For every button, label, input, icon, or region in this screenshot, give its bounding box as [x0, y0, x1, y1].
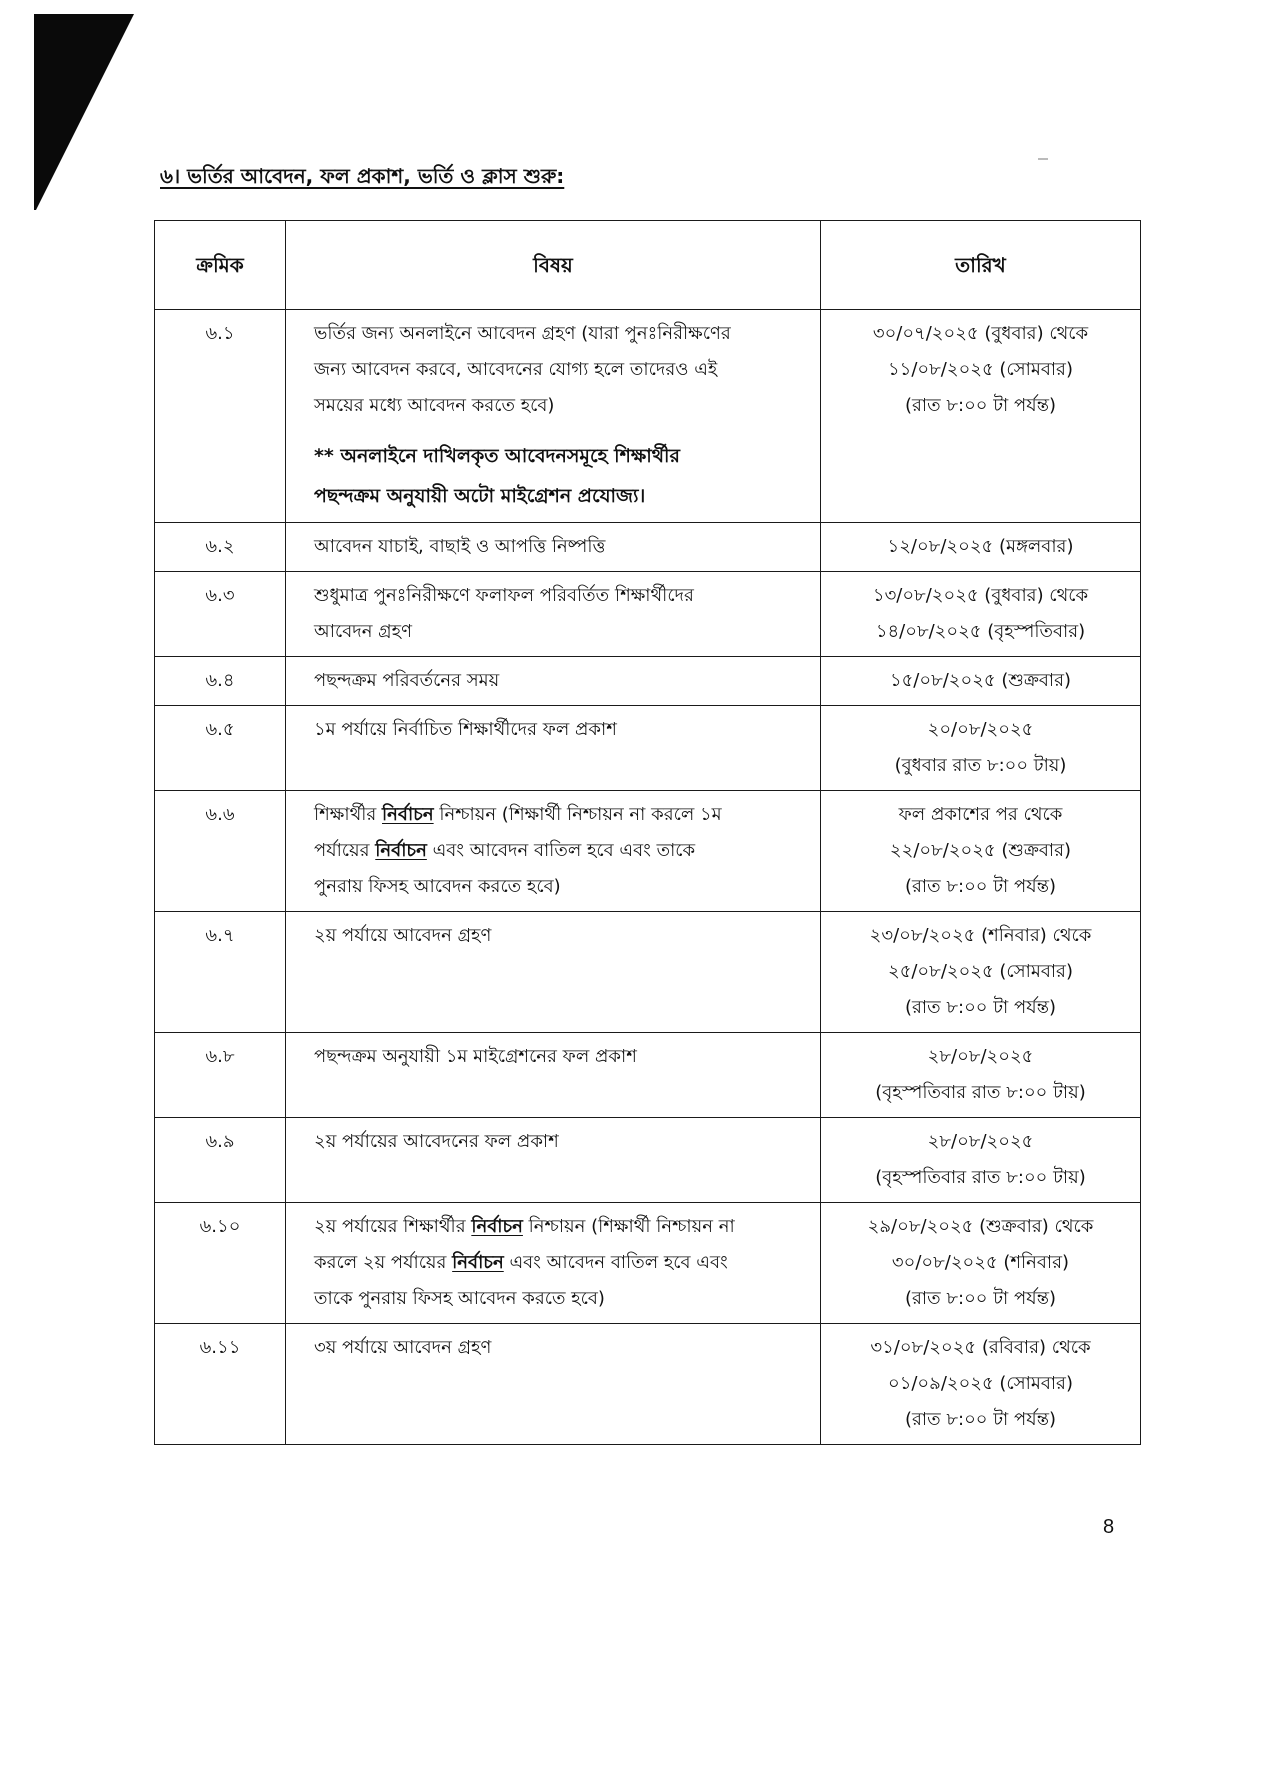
row-serial: ৬.৭	[155, 912, 286, 1033]
table-row	[155, 1033, 1141, 1118]
subject-line	[314, 797, 802, 833]
emphasis-text: নির্বাচন	[471, 1216, 523, 1237]
row-serial: ৬.৯	[155, 1118, 286, 1203]
row-serial: ৬.৪	[155, 657, 286, 706]
column-header-serial: ক্রমিক	[155, 221, 286, 310]
subject-line: তাকে পুনরায় ফিসহ আবেদন করতে হবে)	[314, 1288, 605, 1309]
date-line: ১৩/০৮/২০২৫ (বুধবার) থেকে	[872, 585, 1089, 606]
row-date	[821, 791, 1141, 912]
row-subject	[286, 1203, 821, 1324]
table-row	[155, 1324, 1141, 1445]
date-line: ফল প্রকাশের পর থেকে	[898, 804, 1063, 825]
note-line: ** অনলাইনে দাখিলকৃত আবেদনসমূহে শিক্ষার্থীর	[314, 445, 680, 467]
subject-line: শুধুমাত্র পুনঃনিরীক্ষণে ফলাফল পরিবর্তিত শিক্ষার্থীদের	[314, 585, 694, 606]
subject-line: ২য় পর্যায়ের আবেদনের ফল প্রকাশ	[314, 1131, 559, 1152]
row-subject	[286, 1118, 821, 1203]
row-serial: ৬.২	[155, 523, 286, 572]
row-subject	[286, 912, 821, 1033]
table-row	[155, 791, 1141, 912]
text-segment: নিশ্চায়ন (শিক্ষার্থী নিশ্চায়ন না করলে ১ম	[433, 804, 722, 825]
row-date	[821, 1203, 1141, 1324]
text-segment: করলে ২য় পর্যায়ের	[314, 1252, 453, 1273]
subject-line	[314, 833, 802, 869]
column-header-subject: বিষয়	[286, 221, 821, 310]
subject-line	[314, 1209, 802, 1245]
text-segment: শিক্ষার্থীর	[314, 804, 383, 825]
subject-line: পুনরায় ফিসহ আবেদন করতে হবে)	[314, 876, 561, 897]
date-line: ৩০/০৮/২০২৫ (শনিবার)	[891, 1252, 1070, 1273]
date-line: (রাত ৮:০০ টা পর্যন্ত)	[904, 997, 1056, 1018]
admission-schedule-table	[154, 220, 1141, 1445]
text-segment: নিশ্চায়ন (শিক্ষার্থী নিশ্চায়ন না	[522, 1216, 735, 1237]
date-line: ৩০/০৭/২০২৫ (বুধবার) থেকে	[872, 323, 1089, 344]
emphasis-text: নির্বাচন	[452, 1252, 504, 1273]
table-row	[155, 572, 1141, 657]
row-date	[821, 572, 1141, 657]
table-row	[155, 310, 1141, 523]
row-serial: ৬.৩	[155, 572, 286, 657]
auto-migration-note	[314, 436, 802, 516]
row-subject	[286, 572, 821, 657]
row-subject	[286, 1324, 821, 1445]
section-heading: ৬। ভর্তির আবেদন, ফল প্রকাশ, ভর্তি ও ক্লাস শুরু:	[160, 164, 565, 188]
emphasis-text: নির্বাচন	[375, 840, 427, 861]
subject-line: আবেদন যাচাই, বাছাই ও আপত্তি নিষ্পত্তি	[314, 536, 606, 557]
date-line: ১৫/০৮/২০২৫ (শুক্রবার)	[889, 670, 1072, 691]
date-line: (বৃহস্পতিবার রাত ৮:০০ টায়)	[875, 1082, 1086, 1103]
date-line: ২২/০৮/২০২৫ (শুক্রবার)	[889, 840, 1072, 861]
row-date	[821, 912, 1141, 1033]
column-header-date: তারিখ	[821, 221, 1141, 310]
date-line: ২৫/০৮/২০২৫ (সোমবার)	[887, 961, 1073, 982]
subject-line: ভর্তির জন্য অনলাইনে আবেদন গ্রহণ (যারা পুনঃনিরীক্ষণের	[314, 323, 731, 344]
table-row	[155, 1118, 1141, 1203]
row-subject	[286, 791, 821, 912]
text-segment: পর্যায়ের	[314, 840, 376, 861]
row-date	[821, 1324, 1141, 1445]
row-serial: ৬.৮	[155, 1033, 286, 1118]
text-segment: এবং আবেদন বাতিল হবে এবং	[503, 1252, 728, 1273]
subject-line: ৩য় পর্যায়ে আবেদন গ্রহণ	[314, 1337, 492, 1358]
row-date	[821, 657, 1141, 706]
text-segment: ২য় পর্যায়ের শিক্ষার্থীর	[314, 1216, 472, 1237]
row-subject	[286, 523, 821, 572]
table-header-row	[155, 221, 1141, 310]
row-subject	[286, 1033, 821, 1118]
date-line: ১২/০৮/২০২৫ (মঙ্গলবার)	[887, 536, 1074, 557]
date-line: ০১/০৯/২০২৫ (সোমবার)	[887, 1373, 1073, 1394]
row-date	[821, 1033, 1141, 1118]
emphasis-text: নির্বাচন	[382, 804, 434, 825]
row-date	[821, 706, 1141, 791]
scan-edge-mark	[34, 14, 134, 210]
table-row	[155, 912, 1141, 1033]
subject-line	[314, 1245, 802, 1281]
date-line: ২৮/০৮/২০২৫	[927, 1131, 1034, 1152]
scan-speck	[1038, 158, 1048, 160]
subject-line: ২য় পর্যায়ে আবেদন গ্রহণ	[314, 925, 492, 946]
date-line: ১৪/০৮/২০২৫ (বৃহস্পতিবার)	[875, 621, 1086, 642]
row-serial: ৬.৫	[155, 706, 286, 791]
date-line: (রাত ৮:০০ টা পর্যন্ত)	[904, 1288, 1056, 1309]
date-line: (রাত ৮:০০ টা পর্যন্ত)	[904, 876, 1056, 897]
row-subject	[286, 310, 821, 523]
row-serial: ৬.১০	[155, 1203, 286, 1324]
text-segment: এবং আবেদন বাতিল হবে এবং তাকে	[426, 840, 696, 861]
page-number: 8	[1103, 1516, 1115, 1538]
subject-line: পছন্দক্রম পরিবর্তনের সময়	[314, 670, 500, 691]
table-body	[155, 310, 1141, 1445]
note-line: পছন্দক্রম অনুযায়ী অটো মাইগ্রেশন প্রযোজ্য।	[314, 485, 646, 507]
table-row	[155, 1203, 1141, 1324]
row-serial: ৬.১১	[155, 1324, 286, 1445]
date-line: ২০/০৮/২০২৫	[927, 719, 1034, 740]
date-line: (রাত ৮:০০ টা পর্যন্ত)	[904, 395, 1056, 416]
date-line: ২৩/০৮/২০২৫ (শনিবার) থেকে	[869, 925, 1092, 946]
row-date	[821, 523, 1141, 572]
row-serial: ৬.৬	[155, 791, 286, 912]
subject-line: আবেদন গ্রহণ	[314, 621, 412, 642]
date-line: ৩১/০৮/২০২৫ (রবিবার) থেকে	[870, 1337, 1091, 1358]
date-line: ২৯/০৮/২০২৫ (শুক্রবার) থেকে	[867, 1216, 1094, 1237]
row-date	[821, 1118, 1141, 1203]
subject-line: পছন্দক্রম অনুযায়ী ১ম মাইগ্রেশনের ফল প্রকাশ	[314, 1046, 637, 1067]
subject-line: ১ম পর্যায়ে নির্বাচিত শিক্ষার্থীদের ফল প্রকাশ	[314, 719, 617, 740]
subject-line: জন্য আবেদন করবে, আবেদনের যোগ্য হলে তাদেরও এই	[314, 359, 718, 380]
date-line: ২৮/০৮/২০২৫	[927, 1046, 1034, 1067]
row-subject	[286, 706, 821, 791]
row-subject	[286, 657, 821, 706]
subject-line: সময়ের মধ্যে আবেদন করতে হবে)	[314, 395, 555, 416]
table-row	[155, 657, 1141, 706]
date-line: (রাত ৮:০০ টা পর্যন্ত)	[904, 1409, 1056, 1430]
row-date	[821, 310, 1141, 523]
table-row	[155, 523, 1141, 572]
row-serial: ৬.১	[155, 310, 286, 523]
date-line: (বুধবার রাত ৮:০০ টায়)	[894, 755, 1067, 776]
date-line: ১১/০৮/২০২৫ (সোমবার)	[888, 359, 1073, 380]
table-row	[155, 706, 1141, 791]
date-line: (বৃহস্পতিবার রাত ৮:০০ টায়)	[875, 1167, 1086, 1188]
